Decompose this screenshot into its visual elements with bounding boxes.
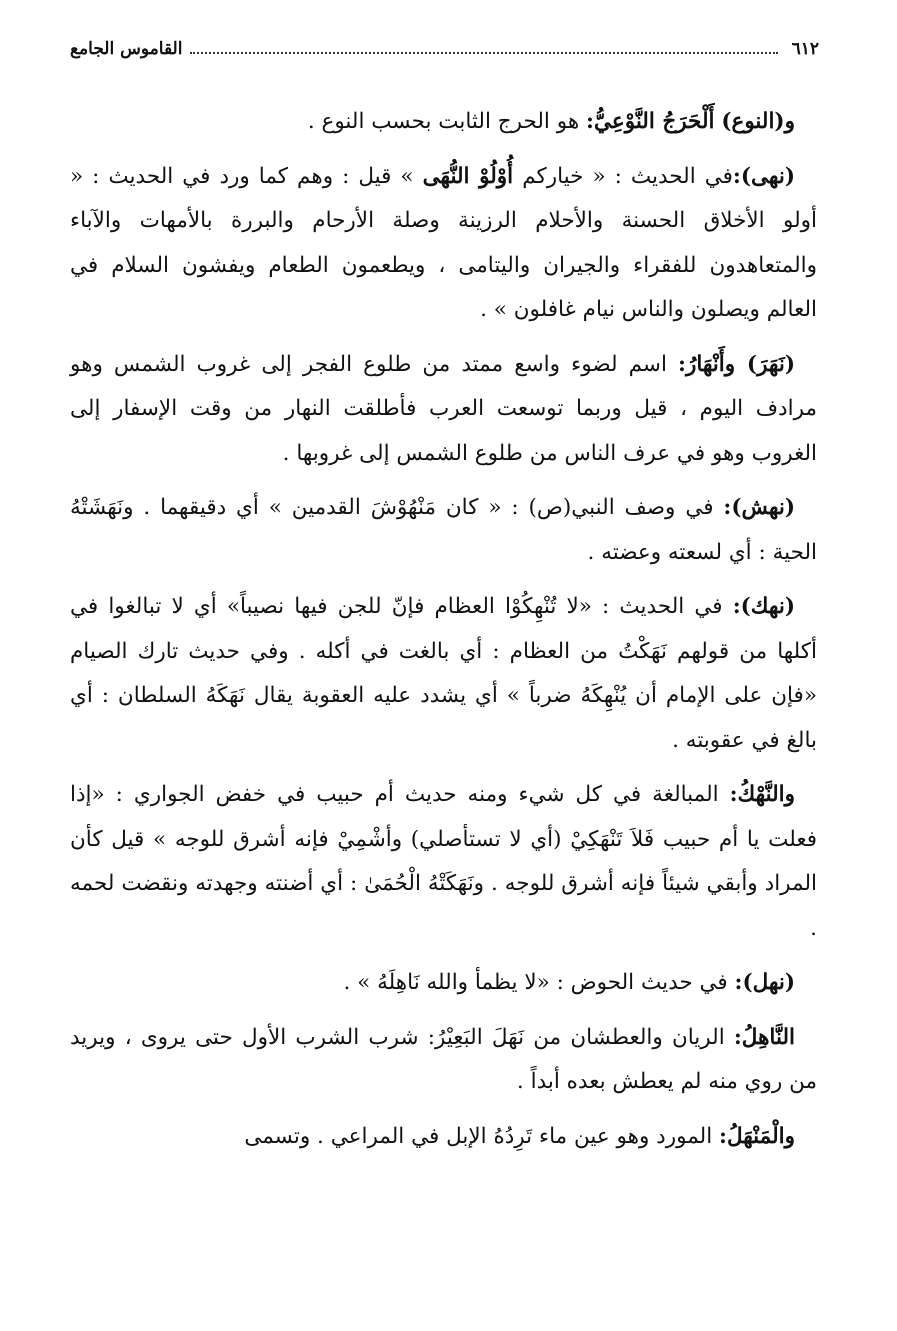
entry-nahy (70, 155, 817, 333)
entry-text: في الحديث : « خياركم (522, 163, 733, 189)
entry-text: هو الحرج الثابت بحسب النوع . (307, 109, 587, 134)
entry-root: (نهى): (732, 163, 796, 189)
book-title: القاموس الجامع (70, 39, 183, 59)
page-number: ٦١٢ (791, 39, 819, 59)
entry-headword: أَلْحَرَجُ النَّوْعِيُّ: (586, 109, 715, 134)
header-dotted-leader (190, 44, 777, 54)
entry-nahk (70, 585, 817, 763)
entry-root: (نهش): (723, 495, 795, 520)
entry-text: في الحديث : «لا تُنْهِكُوْا العظام فإنّ للجن فيها نصيباً» أي لا تبالغوا في أكلها من قولهم نَهَكْتُ من العظام : أي بالغت في أكله . وفي حديث تارك الصيام «فإن على الإمام أن يُنْهِكَهُ ضرباً » أي يشدد عليه العقوبة يقال نَهَكَهُ السلطان : أي بالغ في عقوبته . (70, 594, 817, 753)
entry-text: المورد وهو عين ماء تَرِدُهُ الإبل في المراعي . وتسمى (244, 1123, 720, 1149)
page-header (70, 32, 819, 66)
entry-text: » قيل : وهم كما ورد في الحديث : « أولو الأخلاق الحسنة والأحلام الرزينة وصلة الأرحام والبررة بالأمهات والآباء والمتعاهدون للفقراء والجيران واليتامى ، ويطعمون الطعام ويفشون السلام في العالم ويصلون والناس نيام غافلون » . (70, 163, 817, 322)
entry-quote: أُوْلُوْ النُّهَى (422, 163, 514, 189)
entry-headword: والْمَنْهَلُ: (719, 1123, 795, 1149)
entry-nahsh (70, 486, 817, 575)
entry-headword: (نَهَرَ) وأَنْهَارُ: (678, 351, 795, 377)
entry-text: اسم لضوء واسع ممتد من طلوع الفجر إلى غروب الشمس وهو مرادف اليوم ، قيل وربما توسعت العرب فأطلقت النهار من وقت الإسفار إلى الغروب وهو في عرف الناس من طلوع الشمس إلى غروبها . (70, 351, 817, 466)
entry-root: (نهل): (734, 970, 795, 995)
entry-root: (نهك): (732, 594, 795, 619)
entry-an-nahk (70, 773, 817, 951)
page-body (70, 100, 817, 1169)
entry-headword: النَّاهِلُ: (733, 1024, 795, 1050)
entry-nahar (70, 343, 817, 477)
entry-an-nahil (70, 1016, 817, 1105)
entry-naw (70, 100, 817, 145)
entry-text: في وصف النبي(ص) : « كان مَنْهُوْشَ القدمين » أي دقيقهما . ونَهَشَتْهُ الحية : أي لسعته وعضته . (70, 495, 817, 565)
entry-al-manhal (70, 1115, 817, 1160)
entry-root: و(النوع) (721, 109, 795, 134)
entry-headword: والنَّهْكُ: (729, 782, 795, 807)
entry-text: في حديث الحوض : «لا يظمأ والله نَاهِلَهُ » . (343, 970, 735, 995)
entry-text: المبالغة في كل شيء ومنه حديث أم حبيب في خفض الجواري : «إذا فعلت يا أم حبيب فَلاَ تَنْهَكِيْ (أي لا تستأصلي) وأشْمِيْ فإنه أشرق للوجه » قيل كأن المراد وأبقي شيئاً فإنه أشرق للوجه . ونَهَكَتْهُ الْحُمَىٰ : أي أضنته وجهدته ونقضت لحمه . (70, 782, 817, 941)
entry-text: الريان والعطشان من نَهَلَ البَعِيْرُ: شرب الشرب الأول حتى يروى ، ويريد من روي منه لم يعطش بعده أبداً . (70, 1024, 817, 1094)
entry-nahl (70, 961, 817, 1006)
